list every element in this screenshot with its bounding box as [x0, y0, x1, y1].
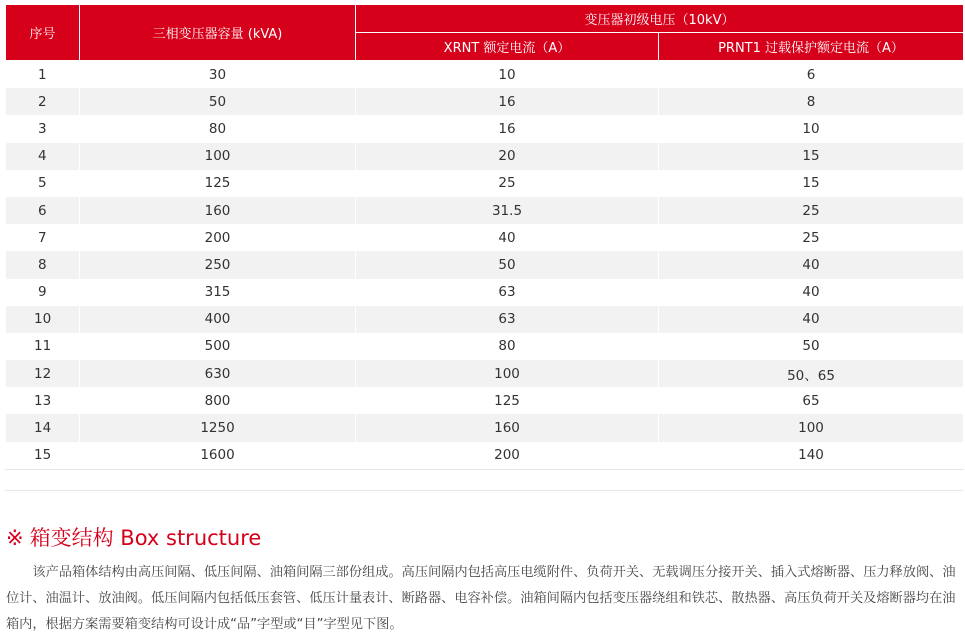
cell-xrnt-current: 50 — [356, 251, 659, 278]
cell-prnt-current: 140 — [659, 442, 964, 470]
section-divider — [5, 490, 963, 491]
cell-capacity: 800 — [80, 387, 356, 414]
cell-prnt-current: 15 — [659, 170, 964, 197]
cell-xrnt-current: 31.5 — [356, 197, 659, 224]
cell-prnt-current: 40 — [659, 279, 964, 306]
cell-index: 12 — [6, 360, 80, 387]
cell-prnt-current: 50 — [659, 333, 964, 360]
cell-capacity: 200 — [80, 224, 356, 251]
table-row — [6, 143, 964, 170]
cell-capacity: 1250 — [80, 414, 356, 441]
cell-xrnt-current: 40 — [356, 224, 659, 251]
cell-index: 5 — [6, 170, 80, 197]
cell-capacity: 125 — [80, 170, 356, 197]
table-row — [6, 387, 964, 414]
cell-index: 6 — [6, 197, 80, 224]
table-body — [6, 61, 964, 470]
cell-prnt-current: 6 — [659, 61, 964, 89]
table-row — [6, 251, 964, 278]
cell-index: 10 — [6, 306, 80, 333]
reference-mark-icon: ※ — [6, 526, 24, 550]
cell-index: 4 — [6, 143, 80, 170]
table-row — [6, 414, 964, 441]
cell-index: 11 — [6, 333, 80, 360]
cell-capacity: 50 — [80, 88, 356, 115]
table-row — [6, 170, 964, 197]
cell-index: 2 — [6, 88, 80, 115]
cell-prnt-current: 25 — [659, 224, 964, 251]
header-prnt-current: PRNT1 过载保护额定电流（A） — [659, 33, 964, 61]
cell-capacity: 250 — [80, 251, 356, 278]
table-row — [6, 306, 964, 333]
cell-prnt-current: 40 — [659, 306, 964, 333]
cell-xrnt-current: 16 — [356, 88, 659, 115]
table-row — [6, 61, 964, 89]
cell-index: 3 — [6, 115, 80, 142]
cell-prnt-current: 15 — [659, 143, 964, 170]
cell-index: 1 — [6, 61, 80, 89]
cell-index: 7 — [6, 224, 80, 251]
header-capacity: 三相变压器容量 (kVA) — [80, 5, 356, 61]
cell-prnt-current: 25 — [659, 197, 964, 224]
table-row — [6, 224, 964, 251]
cell-capacity: 160 — [80, 197, 356, 224]
section-title-cn: 箱变结构 — [29, 526, 114, 550]
cell-xrnt-current: 10 — [356, 61, 659, 89]
cell-capacity: 630 — [80, 360, 356, 387]
table-row — [6, 442, 964, 470]
cell-prnt-current: 10 — [659, 115, 964, 142]
cell-index: 9 — [6, 279, 80, 306]
cell-capacity: 315 — [80, 279, 356, 306]
header-voltage-group: 变压器初级电压（10kV） — [356, 5, 964, 33]
cell-capacity: 100 — [80, 143, 356, 170]
table-row — [6, 333, 964, 360]
cell-prnt-current: 65 — [659, 387, 964, 414]
section-description — [6, 560, 964, 638]
cell-index: 13 — [6, 387, 80, 414]
header-index: 序号 — [6, 5, 80, 61]
cell-xrnt-current: 16 — [356, 115, 659, 142]
table-row — [6, 360, 964, 387]
cell-index: 14 — [6, 414, 80, 441]
section-title-en: Box structure — [120, 526, 262, 550]
cell-capacity: 80 — [80, 115, 356, 142]
table-row — [6, 115, 964, 142]
table-header — [6, 5, 964, 61]
cell-index: 15 — [6, 442, 80, 470]
cell-xrnt-current: 200 — [356, 442, 659, 470]
cell-prnt-current: 40 — [659, 251, 964, 278]
table-row — [6, 88, 964, 115]
cell-prnt-current: 50、65 — [659, 360, 964, 387]
cell-index: 8 — [6, 251, 80, 278]
cell-capacity: 30 — [80, 61, 356, 89]
cell-capacity: 400 — [80, 306, 356, 333]
section-heading — [6, 524, 261, 552]
cell-xrnt-current: 63 — [356, 279, 659, 306]
fuse-rating-table — [5, 4, 964, 470]
description-paragraph: 该产品箱体结构由高压间隔、低压间隔、油箱间隔三部份组成。高压间隔内包括高压电缆附件、负荷开关、无载调压分接开关、插入式熔断器、压力释放阀、油位计、油温计、放油阀。低压间隔内包括低压套管、低压计量表计、断路器、电容补偿。油箱间隔内包括变压器绕组和铁芯、散热器、高压负荷开关及熔断器均在油箱内，根据方案需要箱变结构可设计成“品”字型或“目”字型见下图。 — [6, 565, 956, 632]
cell-xrnt-current: 25 — [356, 170, 659, 197]
cell-xrnt-current: 100 — [356, 360, 659, 387]
cell-xrnt-current: 125 — [356, 387, 659, 414]
cell-capacity: 500 — [80, 333, 356, 360]
cell-xrnt-current: 80 — [356, 333, 659, 360]
table-row — [6, 197, 964, 224]
cell-xrnt-current: 160 — [356, 414, 659, 441]
cell-prnt-current: 100 — [659, 414, 964, 441]
cell-xrnt-current: 63 — [356, 306, 659, 333]
cell-xrnt-current: 20 — [356, 143, 659, 170]
table-row — [6, 279, 964, 306]
cell-prnt-current: 8 — [659, 88, 964, 115]
cell-capacity: 1600 — [80, 442, 356, 470]
header-xrnt-current: XRNT 额定电流（A） — [356, 33, 659, 61]
